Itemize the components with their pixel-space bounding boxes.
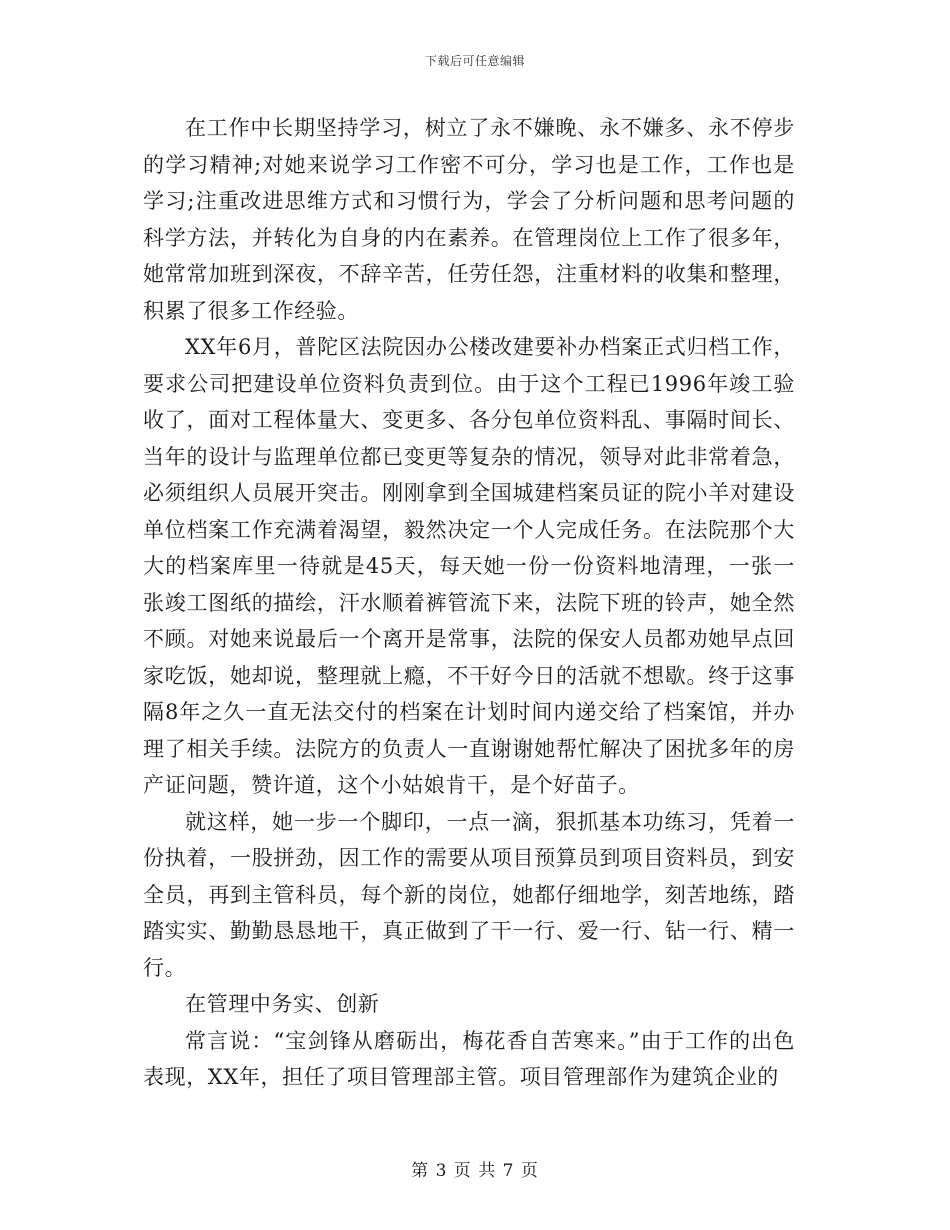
header-note: 下载后可任意编辑 — [424, 54, 525, 68]
paragraph: 常言说：“宝剑锋从磨砺出，梅花香自苦寒来。”由于工作的出色表现，XX年，担任了项目管理部主管。项目管理部作为建筑企业的 — [143, 1028, 795, 1089]
section-heading: 在管理中务实、创新 — [185, 992, 380, 1016]
paragraph: 在工作中长期坚持学习，树立了永不嫌晚、永不嫌多、永不停步的学习精神;对她来说学习工作密不可分，学习也是工作，工作也是学习;注重改进思维方式和习惯行为，学会了分析问题和思考问题的科学方法，并转化为自身的内在素养。在管理岗位上工作了很多年，她常常加班到深夜，不辞辛苦，任劳任怨，注重材料的收集和整理，积累了很多工作经验。 — [143, 116, 795, 323]
current-page: 3 — [435, 1161, 448, 1181]
paragraph: XX年6月，普陀区法院因办公楼改建要补办档案正式归档工作，要求公司把建设单位资料负责到位。由于这个工程已1996年竣工验收了，面对工程体量大、变更多、各分包单位资料乱、事隔时间长、当年的设计与监理单位都已变更等复杂的情况，领导对此非常着急，必须组织人员展开突击。刚刚拿到全国城建档案员证的院小羊对建设单位档案工作充满着渴望，毅然决定一个人完成任务。在法院那个大大的档案库里一待就是45天，每天她一份一份资料地清理，一张一张竣工图纸的描绘，汗水顺着裤管流下来，法院下班的铃声，她全然不顾。对她来说最后一个离开是常事，法院的保安人员都劝她早点回家吃饭，她却说，整理就上瘾，不干好今日的活就不想歇。终于这事隔8年之久一直无法交付的档案在计划时间内递交给了档案馆，并办理了相关手续。法院方的负责人一直谢谢她帮忙解决了困扰多年的房产证问题，赞许道，这个小姑娘肯干，是个好苗子。 — [143, 335, 795, 797]
page-label-suffix: 页 — [520, 1161, 539, 1181]
page-label-mid: 页 共 — [453, 1161, 497, 1181]
page-number-footer — [0, 1156, 950, 1181]
paragraph: 就这样，她一步一个脚印，一点一滴，狠抓基本功练习，凭着一份执着，一股拼劲，因工作的需要从项目预算员到项目资料员，到安全员，再到主管科员，每个新的岗位，她都仔细地学，刻苦地练，踏踏实实、勤勤恳恳地干，真正做到了干一行、爱一行、钻一行、精一行。 — [143, 809, 795, 980]
total-pages: 7 — [502, 1161, 515, 1181]
page-label-prefix: 第 — [411, 1161, 430, 1181]
document-body — [143, 110, 795, 1096]
